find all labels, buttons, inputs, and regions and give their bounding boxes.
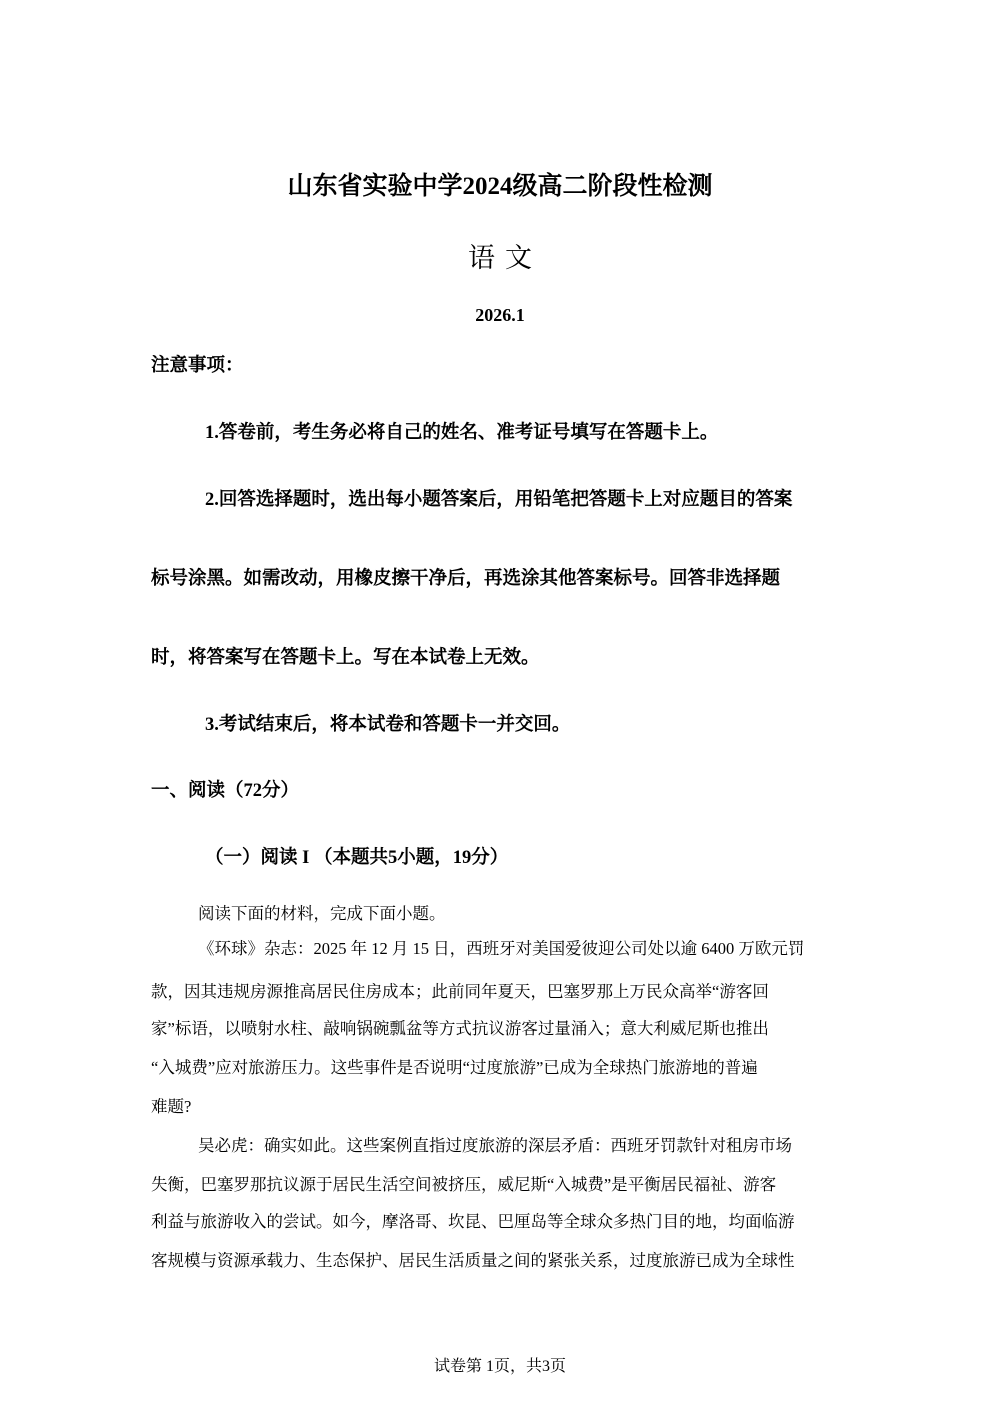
passage-line: 客规模与资源承载力、生态保护、居民生活质量之间的紧张关系，过度旅游已成为全球性: [151, 1251, 795, 1270]
passage-line: 难题?: [151, 1097, 192, 1116]
passage-line: 家”标语，以喷射水柱、敲响锅碗瓢盆等方式抗议游客过量涌入；意大利威尼斯也推出: [151, 1019, 769, 1038]
subject-title: 语文: [468, 243, 542, 273]
part-heading: （一）阅读 I （本题共5小题，19分）: [205, 848, 509, 868]
section-heading: 一、阅读（72分）: [151, 781, 300, 801]
passage-line: 利益与旅游收入的尝试。如今，摩洛哥、坎昆、巴厘岛等全球众多热门目的地，均面临游: [151, 1212, 795, 1231]
exam-date: 2026.1: [475, 305, 525, 325]
page-footer: 试卷第 1页，共3页: [433, 1358, 566, 1375]
passage-line: 吴必虎：确实如此。这些案例直指过度旅游的深层矛盾：西班牙罚款针对租房市场: [198, 1136, 792, 1155]
passage-line: 款，因其违规房源推高居民住房成本；此前同年夏天，巴塞罗那上万民众高举“游客回: [151, 982, 769, 1001]
notice-item-2-line-3: 时，将答案写在答题卡上。写在本试卷上无效。: [151, 648, 540, 668]
notice-item-2-line-1: 2.回答选择题时，选出每小题答案后，用铅笔把答题卡上对应题目的答案: [205, 490, 793, 510]
passage-instruction: 阅读下面的材料，完成下面小题。: [198, 904, 446, 923]
passage-line: 失衡，巴塞罗那抗议源于居民生活空间被挤压，威尼斯“入城费”是平衡居民福祉、游客: [151, 1175, 777, 1194]
passage-line: 《环球》杂志：2025 年 12 月 15 日，西班牙对美国爱彼迎公司处以逾 6400 万欧元罚: [198, 939, 805, 958]
notice-item-2-line-2: 标号涂黑。如需改动，用橡皮擦干净后，再选涂其他答案标号。回答非选择题: [151, 569, 781, 589]
notice-item-1: 1.答卷前，考生务必将自己的姓名、准考证号填写在答题卡上。: [205, 423, 719, 443]
page-title: 山东省实验中学2024级高二阶段性检测: [287, 173, 713, 200]
notice-item-3: 3.考试结束后，将本试卷和答题卡一并交回。: [205, 715, 571, 735]
notice-heading: 注意事项：: [151, 356, 244, 376]
passage-line: “入城费”应对旅游压力。这些事件是否说明“过度旅游”已成为全球热门旅游地的普遍: [151, 1058, 758, 1077]
